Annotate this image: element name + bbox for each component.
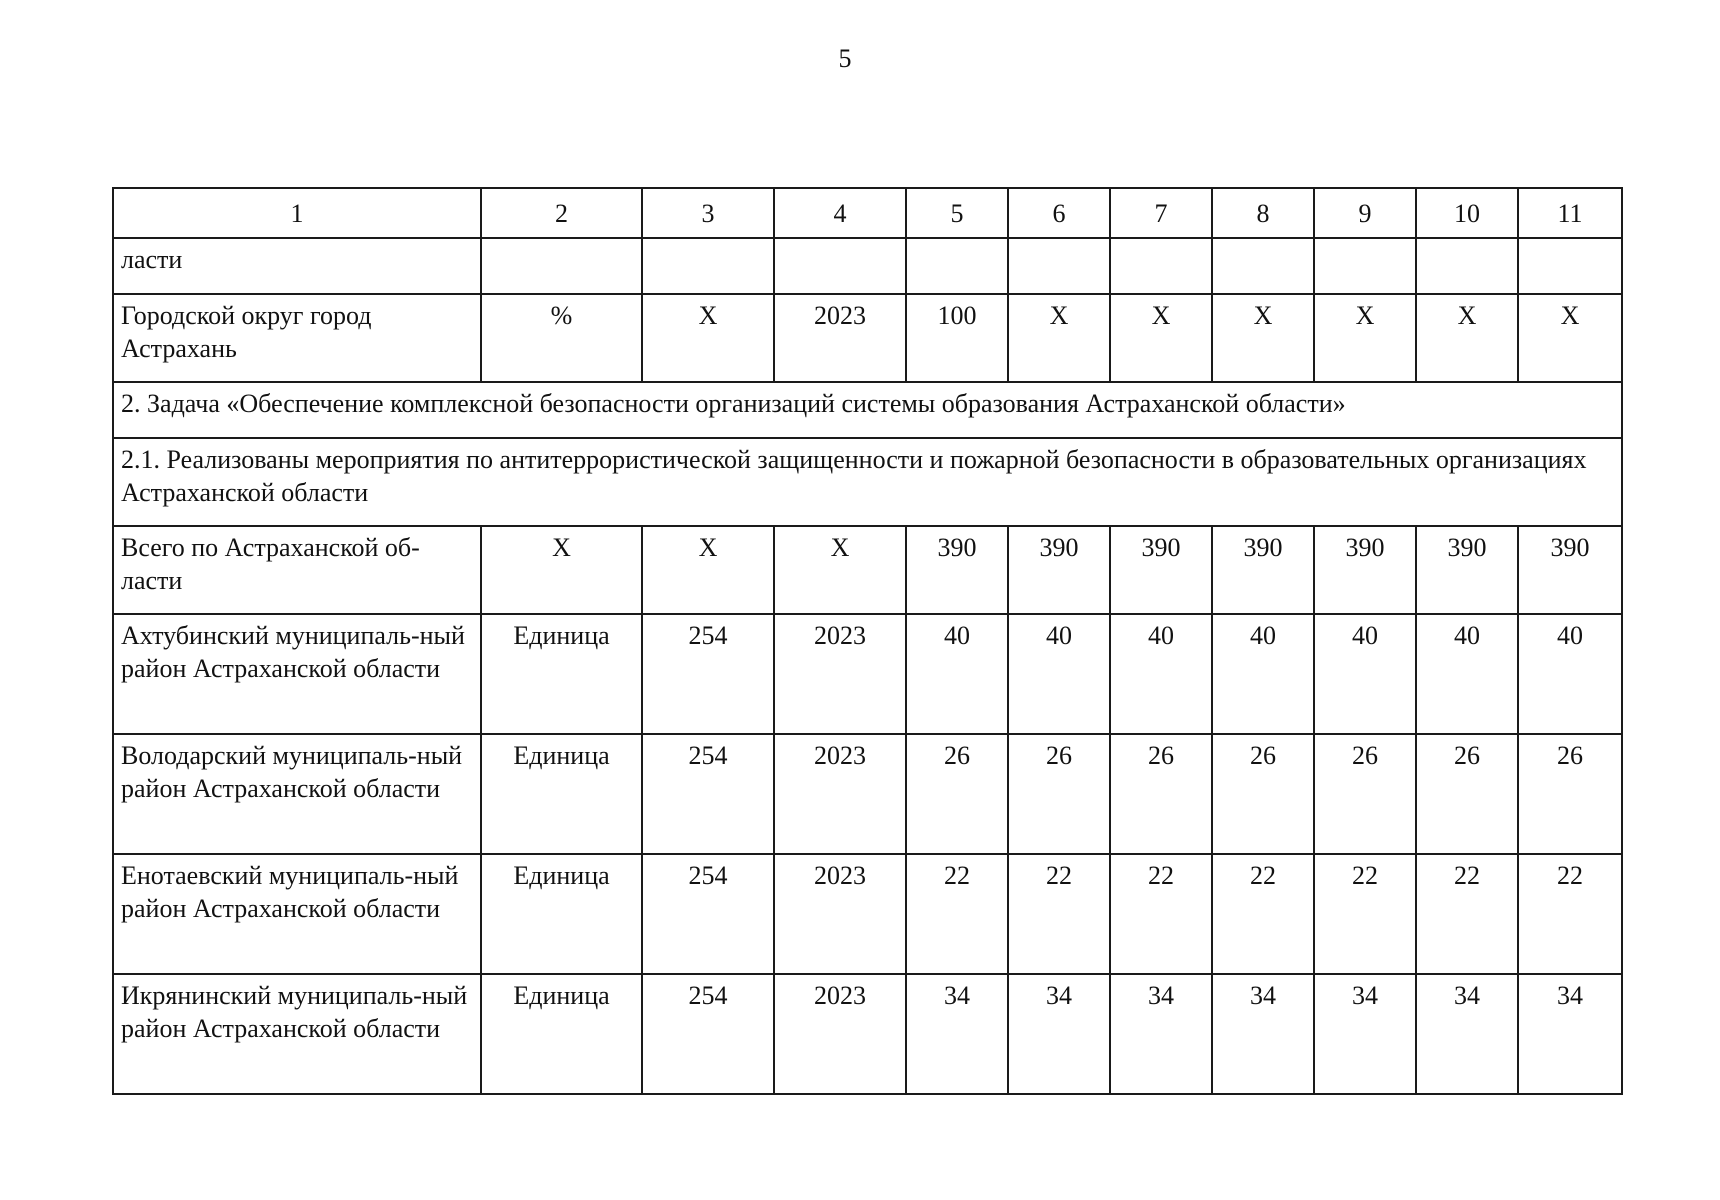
- table-cell: 26: [1110, 734, 1212, 854]
- column-number: 5: [906, 188, 1008, 238]
- table-cell: 390: [1110, 526, 1212, 614]
- table-cell: 40: [1314, 614, 1416, 734]
- row-name: Володарский муниципаль-ный район Астраханской области: [113, 734, 481, 854]
- table-cell: %: [481, 294, 642, 382]
- table-cell: Единица: [481, 854, 642, 974]
- table-cell: 390: [1314, 526, 1416, 614]
- table-cell: Х: [1212, 294, 1314, 382]
- table-cell: 22: [1416, 854, 1518, 974]
- table-cell: 254: [642, 974, 774, 1094]
- table-cell: 34: [906, 974, 1008, 1094]
- column-number: 6: [1008, 188, 1110, 238]
- table-cell: [1008, 238, 1110, 294]
- column-number: 11: [1518, 188, 1622, 238]
- table-cell: [1110, 238, 1212, 294]
- table-cell: [1416, 238, 1518, 294]
- column-number-row: [113, 188, 1622, 238]
- column-number: 1: [113, 188, 481, 238]
- table-cell: [1314, 238, 1416, 294]
- table-row: [113, 294, 1622, 382]
- table-cell: 26: [1518, 734, 1622, 854]
- table-cell: 254: [642, 614, 774, 734]
- table-cell: [906, 238, 1008, 294]
- column-number: 4: [774, 188, 906, 238]
- table-cell: 2023: [774, 854, 906, 974]
- table-cell: 40: [906, 614, 1008, 734]
- table-row: [113, 734, 1622, 854]
- task-heading: 2. Задача «Обеспечение комплексной безопасности организаций системы образования Астраханской области»: [113, 382, 1622, 438]
- table-cell: Х: [1110, 294, 1212, 382]
- table-cell: Х: [774, 526, 906, 614]
- table-cell: 254: [642, 734, 774, 854]
- table-cell: 390: [1416, 526, 1518, 614]
- table-cell: 254: [642, 854, 774, 974]
- table-cell: 34: [1314, 974, 1416, 1094]
- indicator-heading: 2.1. Реализованы мероприятия по антитеррористической защищенности и пожарной безопасности в образовательных организациях Астраханской области: [113, 438, 1622, 526]
- row-name: Ахтубинский муниципаль-ный район Астраханской области: [113, 614, 481, 734]
- column-number: 7: [1110, 188, 1212, 238]
- row-name: ласти: [113, 238, 481, 294]
- table-cell: 40: [1110, 614, 1212, 734]
- column-number: 3: [642, 188, 774, 238]
- table-cell: Единица: [481, 614, 642, 734]
- task-row: [113, 382, 1622, 438]
- indicator-row: [113, 438, 1622, 526]
- table-cell: 2023: [774, 614, 906, 734]
- table-cell: 22: [1212, 854, 1314, 974]
- table-row: [113, 854, 1622, 974]
- table-cell: Х: [642, 526, 774, 614]
- table-cell: [1212, 238, 1314, 294]
- table-cell: Единица: [481, 734, 642, 854]
- table-cell: 2023: [774, 294, 906, 382]
- table-cell: 22: [906, 854, 1008, 974]
- table-cell: 100: [906, 294, 1008, 382]
- table-cell: 390: [906, 526, 1008, 614]
- table-cell: 390: [1008, 526, 1110, 614]
- indicators-table: [112, 187, 1623, 1095]
- table-cell: Х: [1008, 294, 1110, 382]
- table-cell: 22: [1110, 854, 1212, 974]
- table-cell: 2023: [774, 734, 906, 854]
- table-cell: 22: [1518, 854, 1622, 974]
- column-number: 9: [1314, 188, 1416, 238]
- table-cell: Х: [642, 294, 774, 382]
- table-cell: 22: [1008, 854, 1110, 974]
- table-cell: Х: [1314, 294, 1416, 382]
- table-row: [113, 238, 1622, 294]
- table-cell: [481, 238, 642, 294]
- table-cell: [642, 238, 774, 294]
- table-cell: 26: [1314, 734, 1416, 854]
- table-cell: Х: [1518, 294, 1622, 382]
- table-cell: 40: [1416, 614, 1518, 734]
- table-cell: 40: [1518, 614, 1622, 734]
- table-cell: [1518, 238, 1622, 294]
- table-cell: Х: [481, 526, 642, 614]
- table-row: [113, 974, 1622, 1094]
- table-cell: 390: [1212, 526, 1314, 614]
- row-name: Енотаевский муниципаль-ный район Астраханской области: [113, 854, 481, 974]
- table-cell: 26: [906, 734, 1008, 854]
- table-cell: 40: [1008, 614, 1110, 734]
- table-cell: 34: [1008, 974, 1110, 1094]
- column-number: 8: [1212, 188, 1314, 238]
- table-cell: 40: [1212, 614, 1314, 734]
- table-cell: 2023: [774, 974, 906, 1094]
- table-cell: 22: [1314, 854, 1416, 974]
- table-cell: 26: [1212, 734, 1314, 854]
- column-number: 2: [481, 188, 642, 238]
- table-cell: 390: [1518, 526, 1622, 614]
- row-name: Икрянинский муниципаль-ный район Астраханской области: [113, 974, 481, 1094]
- page-number: 5: [838, 44, 852, 73]
- table-cell: 34: [1212, 974, 1314, 1094]
- table-cell: 34: [1518, 974, 1622, 1094]
- table-cell: 34: [1110, 974, 1212, 1094]
- table-cell: 34: [1416, 974, 1518, 1094]
- table-cell: [774, 238, 906, 294]
- table-cell: Х: [1416, 294, 1518, 382]
- table-row: [113, 526, 1622, 614]
- table-cell: 26: [1416, 734, 1518, 854]
- row-name: Городской округ город Астрахань: [113, 294, 481, 382]
- column-number: 10: [1416, 188, 1518, 238]
- row-name: Всего по Астраханской об-ласти: [113, 526, 481, 614]
- table-row: [113, 614, 1622, 734]
- table-cell: 26: [1008, 734, 1110, 854]
- table-cell: Единица: [481, 974, 642, 1094]
